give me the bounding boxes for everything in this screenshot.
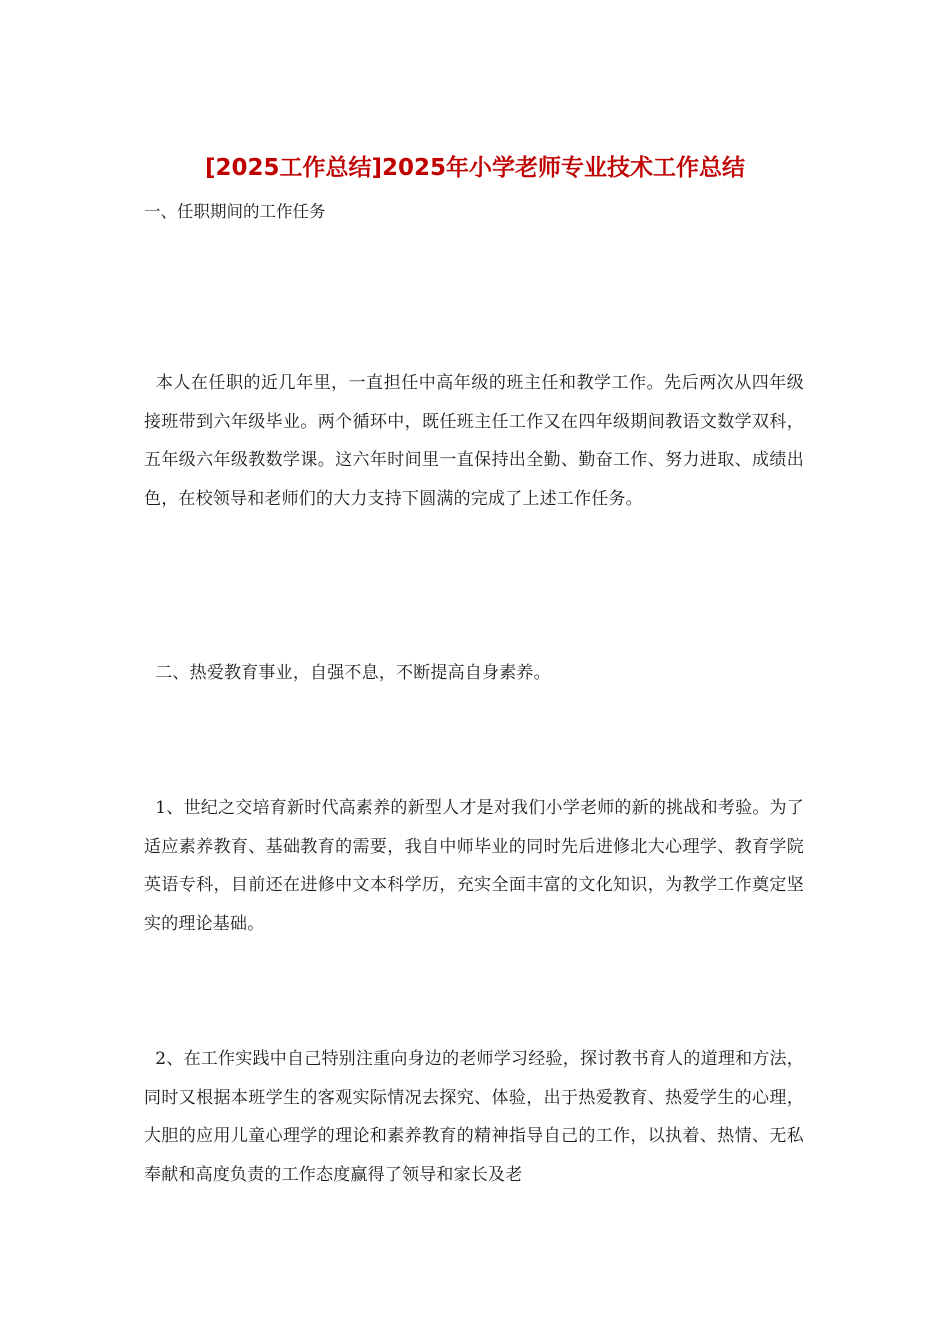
section-2-heading: 二、热爱教育事业，自强不息，不断提高自身素养。 [144,663,551,683]
section-1-heading: 一、任职期间的工作任务 [144,202,326,221]
paragraph-2: 1、世纪之交培育新时代高素养的新型人才是对我们小学老师的新的挑战和考验。为了适应素养教育、基础教育的需要，我自中师毕业的同时先后进修北大心理学、教育学院英语专科，目前还在进修中文本科学历，充实全面丰富的文化知识，为教学工作奠定坚实的理论基础。 [144,798,804,934]
document-title: [2025工作总结]2025年小学老师专业技术工作总结 [204,155,746,181]
paragraph-3: 2、在工作实践中自己特别注重向身边的老师学习经验，探讨教书育人的道理和方法，同时又根据本班学生的客观实际情况去探究、体验，出于热爱教育、热爱学生的心理，大胆的应用儿童心理学的理论和素养教育的精神指导自己的工作，以执着、热情、无私奉献和高度负责的工作态度赢得了领导和家长及老 [144,1049,804,1185]
paragraph-1: 本人在任职的近几年里，一直担任中高年级的班主任和教学工作。先后两次从四年级接班带到六年级毕业。两个循环中，既任班主任工作又在四年级期间教语文数学双科，五年级六年级教数学课。这六年时间里一直保持出全勤、勤奋工作、努力进取、成绩出色，在校领导和老师们的大力支持下圆满的完成了上述工作任务。 [144,373,804,509]
